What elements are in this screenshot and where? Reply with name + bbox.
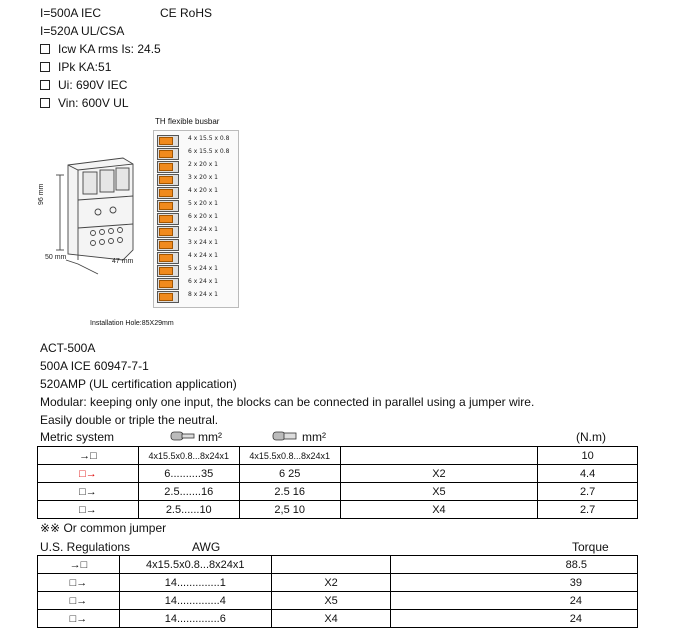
neutral-note: Easily double or triple the neutral. (40, 413, 219, 427)
table-cell: 14..............1 (119, 574, 271, 592)
busbar-icon (157, 226, 179, 238)
wire-symbol: □→ (38, 465, 139, 483)
us-table (37, 555, 638, 628)
table-row (38, 501, 638, 519)
table-cell: 14..............6 (119, 610, 271, 628)
busbar-row: 6 x 24 x 1 (155, 277, 235, 289)
table-row (38, 610, 638, 628)
table-cell: 14..............4 (119, 592, 271, 610)
model-name: ACT-500A (40, 341, 96, 355)
table-cell: 2.5 16 (239, 483, 340, 501)
installation-hole: Installation Hole:85X29mm (90, 320, 174, 327)
rating-ul: I=520A UL/CSA (40, 24, 125, 38)
check-item: Vin: 600V UL (40, 96, 129, 110)
jumper-note: ※※ Or common jumper (40, 521, 167, 535)
busbar-icon (157, 187, 179, 199)
table-cell: 2.5......10 (138, 501, 239, 519)
table-row (38, 574, 638, 592)
busbar-row: 3 x 20 x 1 (155, 173, 235, 185)
wire-symbol: □→ (38, 592, 120, 610)
busbar-row: 4 x 20 x 1 (155, 186, 235, 198)
busbar-icon (157, 161, 179, 173)
table-cell: X4 (271, 610, 391, 628)
metric-table (37, 446, 638, 519)
table-cell: 24 (391, 610, 638, 628)
ferrule-icon (170, 430, 196, 442)
metric-title: Metric system (40, 430, 115, 444)
checkbox-icon (40, 98, 50, 108)
table-row (38, 556, 638, 574)
busbar-icon (157, 265, 179, 277)
torque-label: Torque (572, 540, 609, 554)
check-item: IPk KA:51 (40, 60, 111, 74)
wire-symbol: □→ (38, 610, 120, 628)
busbar-icon (157, 174, 179, 186)
busbar-row: 2 x 24 x 1 (155, 225, 235, 237)
busbar-row: 8 x 24 x 1 (155, 290, 235, 302)
us-title: U.S. Regulations (40, 540, 131, 554)
table-cell: 4x15.5x0.8...8x24x1 (138, 447, 239, 465)
busbar-icon (157, 239, 179, 251)
rating-iec: I=500A IEC (40, 6, 102, 20)
busbar-row: 2 x 20 x 1 (155, 160, 235, 172)
modular-note: Modular: keeping only one input, the blocks can be connected in parallel using a jumper wire. (40, 395, 535, 409)
table-cell: 4x15.5x0.8...8x24x1 (119, 556, 271, 574)
table-cell (340, 447, 537, 465)
checkbox-icon (40, 44, 50, 54)
table-cell: 2.5.......16 (138, 483, 239, 501)
table-cell: 88.5 (391, 556, 638, 574)
table-cell: 4.4 (538, 465, 638, 483)
wire-symbol: □→ (38, 574, 120, 592)
ul-rating: 520AMP (UL certification application) (40, 377, 237, 391)
table-cell: X4 (340, 501, 537, 519)
table-row (38, 465, 638, 483)
table-cell: 2.7 (538, 483, 638, 501)
dimension-height: 96 mm (38, 183, 45, 205)
busbar-icon (157, 135, 179, 147)
busbar-icon (157, 200, 179, 212)
table-cell: 6 25 (239, 465, 340, 483)
table-row (38, 592, 638, 610)
table-cell: 4x15.5x0.8...8x24x1 (239, 447, 340, 465)
table-cell: 39 (391, 574, 638, 592)
table-row (38, 447, 638, 465)
busbar-icon (157, 291, 179, 303)
busbar-row: 6 x 20 x 1 (155, 212, 235, 224)
table-cell: X2 (271, 574, 391, 592)
busbar-title: TH flexible busbar (155, 117, 220, 126)
table-cell (271, 556, 391, 574)
awg-label: AWG (192, 540, 221, 554)
busbar-row: 3 x 24 x 1 (155, 238, 235, 250)
lug-icon (272, 430, 298, 442)
table-cell: X5 (340, 483, 537, 501)
torque-unit: (N.m) (576, 430, 606, 444)
check-item: Ui: 690V IEC (40, 78, 127, 92)
busbar-icon (157, 278, 179, 290)
metric-unit-2: mm² (302, 430, 326, 444)
wire-symbol: □→ (38, 501, 139, 519)
wire-symbol: □→ (38, 483, 139, 501)
standard: 500A ICE 60947-7-1 (40, 359, 149, 373)
wire-symbol: →□ (38, 447, 139, 465)
busbar-icon (157, 213, 179, 225)
table-cell: 10 (538, 447, 638, 465)
busbar-row: 4 x 24 x 1 (155, 251, 235, 263)
check-item: Icw KA rms Is: 24.5 (40, 42, 161, 56)
table-cell: X2 (340, 465, 537, 483)
busbar-row: 5 x 24 x 1 (155, 264, 235, 276)
certifications: CE RoHS (160, 6, 213, 20)
dimension-width: 50 mm (45, 254, 67, 261)
table-cell: 2,5 10 (239, 501, 340, 519)
busbar-icon (157, 148, 179, 160)
metric-unit-1: mm² (198, 430, 222, 444)
checkbox-icon (40, 80, 50, 90)
busbar-icon (157, 252, 179, 264)
wire-symbol: →□ (38, 556, 120, 574)
table-row (38, 483, 638, 501)
table-cell: 2.7 (538, 501, 638, 519)
busbar-row: 5 x 20 x 1 (155, 199, 235, 211)
table-cell: 24 (391, 592, 638, 610)
table-cell: 6..........35 (138, 465, 239, 483)
table-cell: X5 (271, 592, 391, 610)
checkbox-icon (40, 62, 50, 72)
dimension-depth: 47 mm (112, 258, 134, 265)
busbar-row: 4 x 15.5 x 0.8 (155, 134, 235, 146)
busbar-row: 6 x 15.5 x 0.8 (155, 147, 235, 159)
